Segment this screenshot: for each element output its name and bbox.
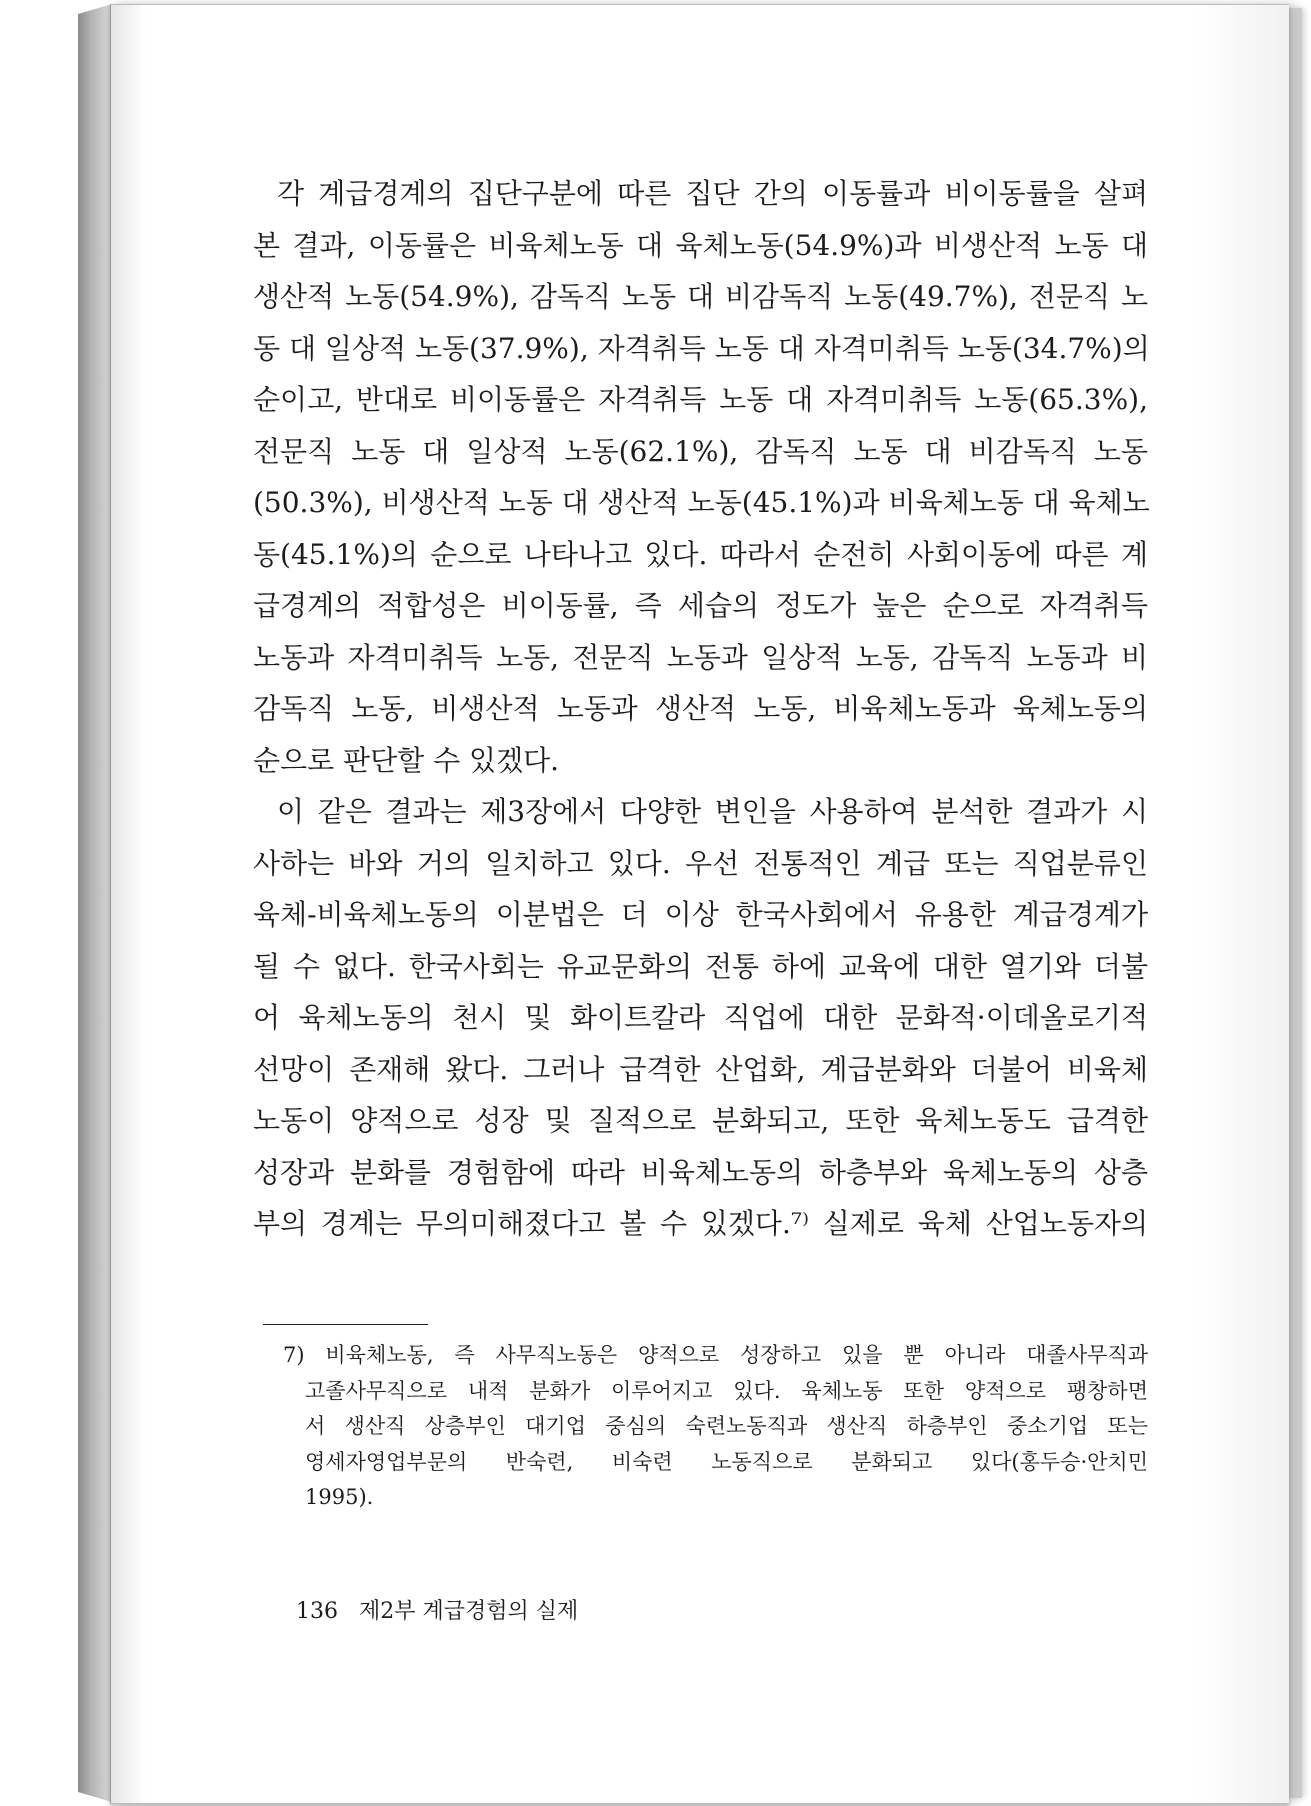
body-line: 선망이 존재해 왔다. 그러나 급격한 산업화, 계급분화와 더불어 비육체 [253, 1052, 1148, 1086]
footnote-divider [263, 1324, 428, 1325]
body-line: 동 대 일상적 노동(37.9%), 자격취득 노동 대 자격미취득 노동(34.7%)의 [253, 331, 1150, 365]
section-title: 제2부 계급경험의 실제 [359, 1599, 579, 1624]
page-number: 136 [296, 1599, 338, 1624]
body-line: 이 같은 결과는 제3장에서 다양한 변인을 사용하여 분석한 결과가 시 [277, 795, 1148, 828]
body-line: 순으로 판단할 수 있겠다. [253, 743, 560, 777]
body-line: 노동과 자격미취득 노동, 전문직 노동과 일상적 노동, 감독직 노동과 비 [253, 640, 1148, 674]
body-line: 각 계급경계의 집단구분에 따른 집단 간의 이동률과 비이동률을 살펴 [277, 177, 1148, 210]
body-line: 부의 경계는 무의미해졌다고 볼 수 있겠다.⁷⁾ 실제로 육체 산업노동자의 [253, 1207, 1148, 1240]
body-line: 노동이 양적으로 성장 및 질적으로 분화되고, 또한 육체노동도 급격한 [253, 1104, 1148, 1137]
body-text [253, 168, 1148, 1250]
body-line: 순이고, 반대로 비이동률은 자격취득 노동 대 자격미취득 노동(65.3%), [253, 383, 1148, 416]
body-line: 전문직 노동 대 일상적 노동(62.1%), 감독직 노동 대 비감독직 노동 [253, 434, 1148, 468]
page-edge [1288, 8, 1302, 1798]
body-line: 성장과 분화를 경험함에 따라 비육체노동의 하층부와 육체노동의 상층 [253, 1155, 1148, 1189]
footnote-line: 고졸사무직으로 내적 분화가 이루어지고 있다. 육체노동 또한 양적으로 팽창하면 [305, 1378, 1148, 1403]
footnote-line: 서 생산직 상층부인 대기업 중심의 숙련노동직과 생산직 하층부인 중소기업 또는 [305, 1414, 1148, 1438]
body-line: 어 육체노동의 천시 및 화이트칼라 직업에 대한 문화적·이데올로기적 [253, 1001, 1148, 1034]
body-line: 본 결과, 이동률은 비육체노동 대 육체노동(54.9%)과 비생산적 노동 대 [253, 228, 1148, 262]
body-line: (50.3%), 비생산적 노동 대 생산적 노동(45.1%)과 비육체노동 대 육체노 [253, 486, 1150, 519]
body-line: 생산적 노동(54.9%), 감독직 노동 대 비감독직 노동(49.7%), 전문직 노 [253, 280, 1148, 313]
body-line: 사하는 바와 거의 일치하고 있다. 우선 전통적인 계급 또는 직업분류인 [253, 846, 1148, 880]
body-line: 동(45.1%)의 순으로 나타나고 있다. 따라서 순전히 사회이동에 따른 계 [253, 537, 1148, 571]
body-line: 육체-비육체노동의 이분법은 더 이상 한국사회에서 유용한 계급경계가 [253, 898, 1148, 931]
footnote-line: 1995). [305, 1485, 374, 1509]
body-line: 감독직 노동, 비생산적 노동과 생산적 노동, 비육체노동과 육체노동의 [253, 692, 1148, 725]
body-line: 될 수 없다. 한국사회는 유교문화의 전통 하에 교육에 대한 열기와 더불 [253, 949, 1148, 983]
running-footer [296, 1594, 578, 1625]
body-line: 급경계의 적합성은 비이동률, 즉 세습의 정도가 높은 순으로 자격취득 [253, 589, 1148, 622]
book-spine [78, 4, 112, 1802]
footnote-line: 7) 비육체노동, 즉 사무직노동은 양적으로 성장하고 있을 뿐 아니라 대졸사무직과 [283, 1343, 1148, 1367]
footnote [283, 1338, 1148, 1516]
footnote-line: 영세자영업부문의 반숙련, 비숙련 노동직으로 분화되고 있다(홍두승·안치민 [305, 1449, 1148, 1474]
